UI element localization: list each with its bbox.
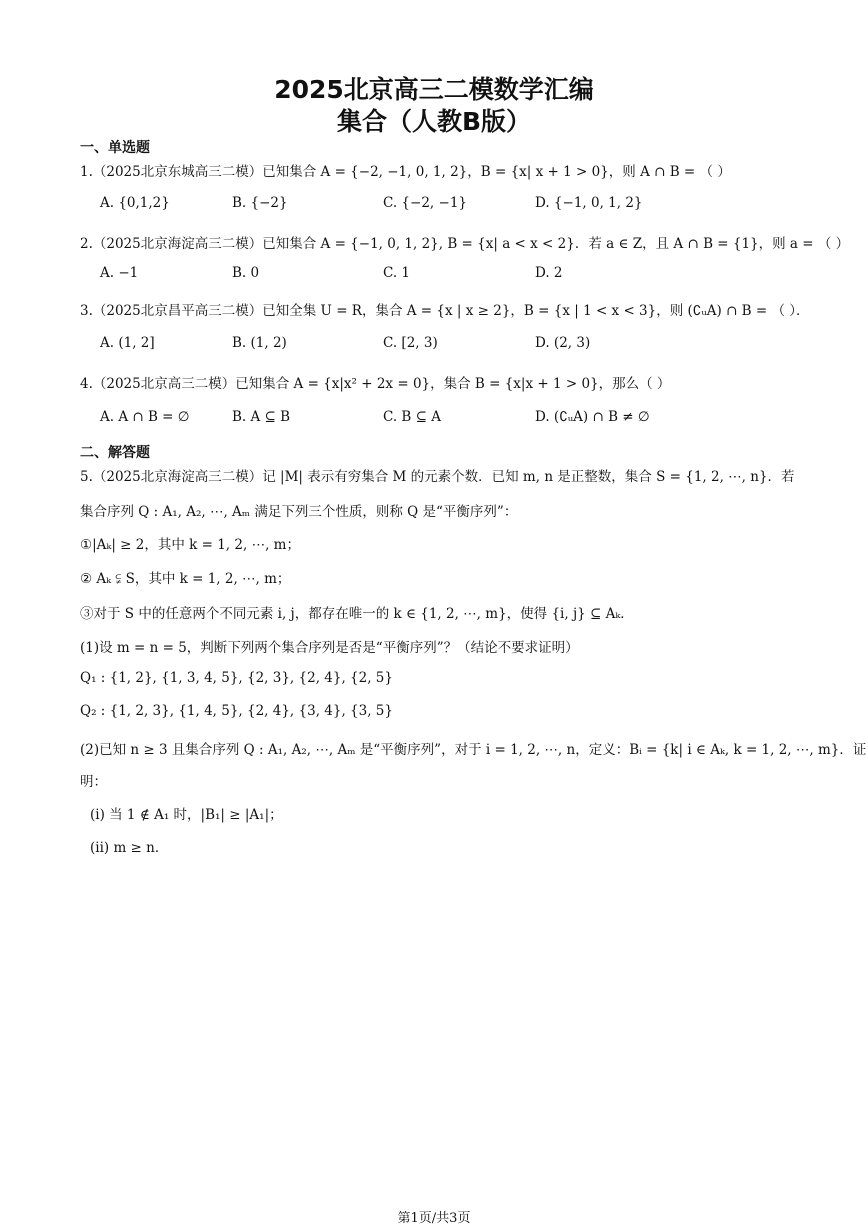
question-5-part-2: (2)已知 n ≥ 3 且集合序列 Q : A₁, A₂, ⋯, Aₘ 是“平衡序列”，对于 i = 1, 2, ⋯, n，定义：Bᵢ = {k| i ∈ Aₖ, k = 1, 2, ⋯, m}．证 <box>80 742 867 758</box>
question-5-property-2: ② Aₖ ⫋ S，其中 k = 1, 2, ⋯, m； <box>80 571 291 587</box>
question-3-stem: 3.（2025北京昌平高三二模）已知全集 U = R，集合 A = {x | x ≥ 2}，B = {x | 1 < x < 3}，则 (∁ᵤA) ∩ B = （ ）． <box>80 303 810 319</box>
question-5-property-1: ①|Aₖ| ≥ 2，其中 k = 1, 2, ⋯, m； <box>80 537 300 553</box>
page-subtitle: 集合（人教B版） <box>336 107 532 136</box>
question-5-line-1: 5.（2025北京海淀高三二模）记 |M| 表示有穷集合 M 的元素个数．已知 m, n 是正整数，集合 S = {1, 2, ⋯, n}．若 <box>80 469 795 485</box>
question-2-option-c: C. 1 <box>383 265 411 281</box>
question-3-option-b: B. (1, 2) <box>232 335 287 351</box>
question-5-part-1: (1)设 m = n = 5，判断下列两个集合序列是否是“平衡序列”？（结论不要求证明） <box>80 640 579 656</box>
question-4-option-c: C. B ⊆ A <box>383 409 441 425</box>
question-5-part-2-i: (i) 当 1 ∉ A₁ 时，|B₁| ≥ |A₁|； <box>90 807 283 823</box>
question-1-option-c: C. {−2, −1} <box>383 195 467 211</box>
question-2-option-a: A. −1 <box>100 265 139 281</box>
question-1-option-b: B. {−2} <box>232 195 288 211</box>
question-5-part-2-cont: 明： <box>80 774 107 790</box>
question-5-sequence-q1: Q₁ : {1, 2}, {1, 3, 4, 5}, {2, 3}, {2, 4}, {2, 5} <box>80 670 393 686</box>
question-4-option-a: A. A ∩ B = ∅ <box>100 409 190 425</box>
question-1-stem: 1.（2025北京东城高三二模）已知集合 A = {−2, −1, 0, 1, 2}，B = {x| x + 1 > 0}，则 A ∩ B = （ ） <box>80 164 731 180</box>
question-1-option-d: D. {−1, 0, 1, 2} <box>535 195 643 211</box>
question-1-option-a: A. {0,1,2} <box>100 195 170 211</box>
page-title: 2025北京高三二模数学汇编 <box>274 75 594 104</box>
question-4-option-b: B. A ⊆ B <box>232 409 291 425</box>
question-5-sequence-q2: Q₂ : {1, 2, 3}, {1, 4, 5}, {2, 4}, {3, 4}, {3, 5} <box>80 703 393 719</box>
question-3-option-c: C. [2, 3) <box>383 335 438 351</box>
question-2-option-b: B. 0 <box>232 265 260 281</box>
question-5-property-3: ③对于 S 中的任意两个不同元素 i, j，都存在唯一的 k ∈ {1, 2, ⋯, m}，使得 {i, j} ⊆ Aₖ． <box>80 606 634 622</box>
question-4-option-d: D. (∁ᵤA) ∩ B ≠ ∅ <box>535 409 650 425</box>
question-3-option-a: A. (1, 2] <box>100 335 155 351</box>
question-4-stem: 4.（2025北京高三二模）已知集合 A = {x|x² + 2x = 0}，集合 B = {x|x + 1 > 0}，那么（ ） <box>80 376 671 392</box>
question-3-option-d: D. (2, 3) <box>535 335 591 351</box>
question-5-line-2: 集合序列 Q : A₁, A₂, ⋯, Aₘ 满足下列三个性质，则称 Q 是“平衡序列”： <box>80 504 518 520</box>
section-heading-single-choice: 一、单选题 <box>80 140 150 156</box>
question-5-part-2-ii: (ii) m ≥ n． <box>90 840 169 856</box>
question-2-stem: 2.（2025北京海淀高三二模）已知集合 A = {−1, 0, 1, 2}, B = {x| a < x < 2}．若 a ∈ Z，且 A ∩ B = {1}，则 a = （ ） <box>80 236 850 252</box>
page-footer: 第1页/共3页 <box>397 1211 471 1226</box>
question-2-option-d: D. 2 <box>535 265 563 281</box>
section-heading-free-response: 二、解答题 <box>80 445 150 461</box>
